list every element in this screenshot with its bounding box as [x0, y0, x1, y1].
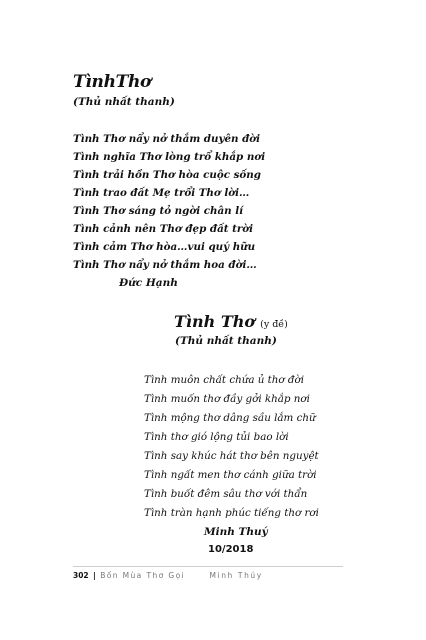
poem-1-line: Tình Thơ sáng tỏ ngời chân lí [73, 205, 244, 217]
poem-1-subtitle: (Thủ nhất thanh) [73, 96, 175, 108]
poem-2-line: Tình buốt đêm sâu thơ với thẩn [144, 488, 308, 500]
poem-1-line: Tình Thơ nẩy nở thắm hoa đời… [73, 259, 257, 271]
poem-2-title-row [174, 312, 319, 331]
poem-2-line: Tình muốn thơ đầy gởi khắp nơi [144, 393, 310, 405]
poem-1-line: Tình nghĩa Thơ lòng trổ khắp nơi [73, 151, 266, 163]
poem-2-date: 10/2018 [208, 544, 254, 555]
poem-2-line: Tình ngất men thơ cánh giữa trời [144, 469, 317, 481]
page-footer [73, 566, 343, 580]
poem-2-line: Tình mộng thơ dâng sầu lắm chữ [144, 412, 316, 424]
poem-1-title: TìnhThơ [73, 72, 152, 92]
poem-2-line: Tình say khúc hát thơ bên nguyệt [144, 450, 319, 462]
poem-2 [144, 312, 319, 559]
poem-1 [73, 72, 265, 292]
poem-2-author: Minh Thuý [204, 526, 268, 538]
poem-1-line: Tình cảm Thơ hòa…vui quý hữu [73, 241, 256, 253]
poem-2-title-suffix: (y đề) [260, 319, 288, 330]
poem-2-subtitle: (Thủ nhất thanh) [175, 335, 277, 347]
footer-author: Minh Thúy [209, 571, 263, 580]
poem-2-line: Tình thơ gió lộng tủi bao lời [144, 431, 289, 443]
book-title: Bốn Mùa Thơ Gọi [100, 571, 186, 580]
poem-1-line: Tình trải hồn Thơ hòa cuộc sống [73, 169, 261, 181]
page-number: 302 [73, 571, 89, 580]
poem-1-author: Đức Hạnh [119, 277, 178, 289]
poem-1-line: Tình cảnh nên Thơ đẹp đất trời [73, 223, 254, 235]
poem-2-title: Tình Thơ [174, 312, 256, 331]
poem-2-line: Tình tràn hạnh phúc tiếng thơ rơi [144, 507, 319, 519]
poem-2-line: Tình muôn chất chứa ủ thơ đời [144, 374, 304, 386]
poem-1-line: Tình trao đất Mẹ trổi Thơ lời… [73, 187, 250, 199]
poem-1-line: Tình Thơ nẩy nở thắm duyên đời [73, 133, 261, 145]
footer-separator: | [93, 571, 96, 580]
